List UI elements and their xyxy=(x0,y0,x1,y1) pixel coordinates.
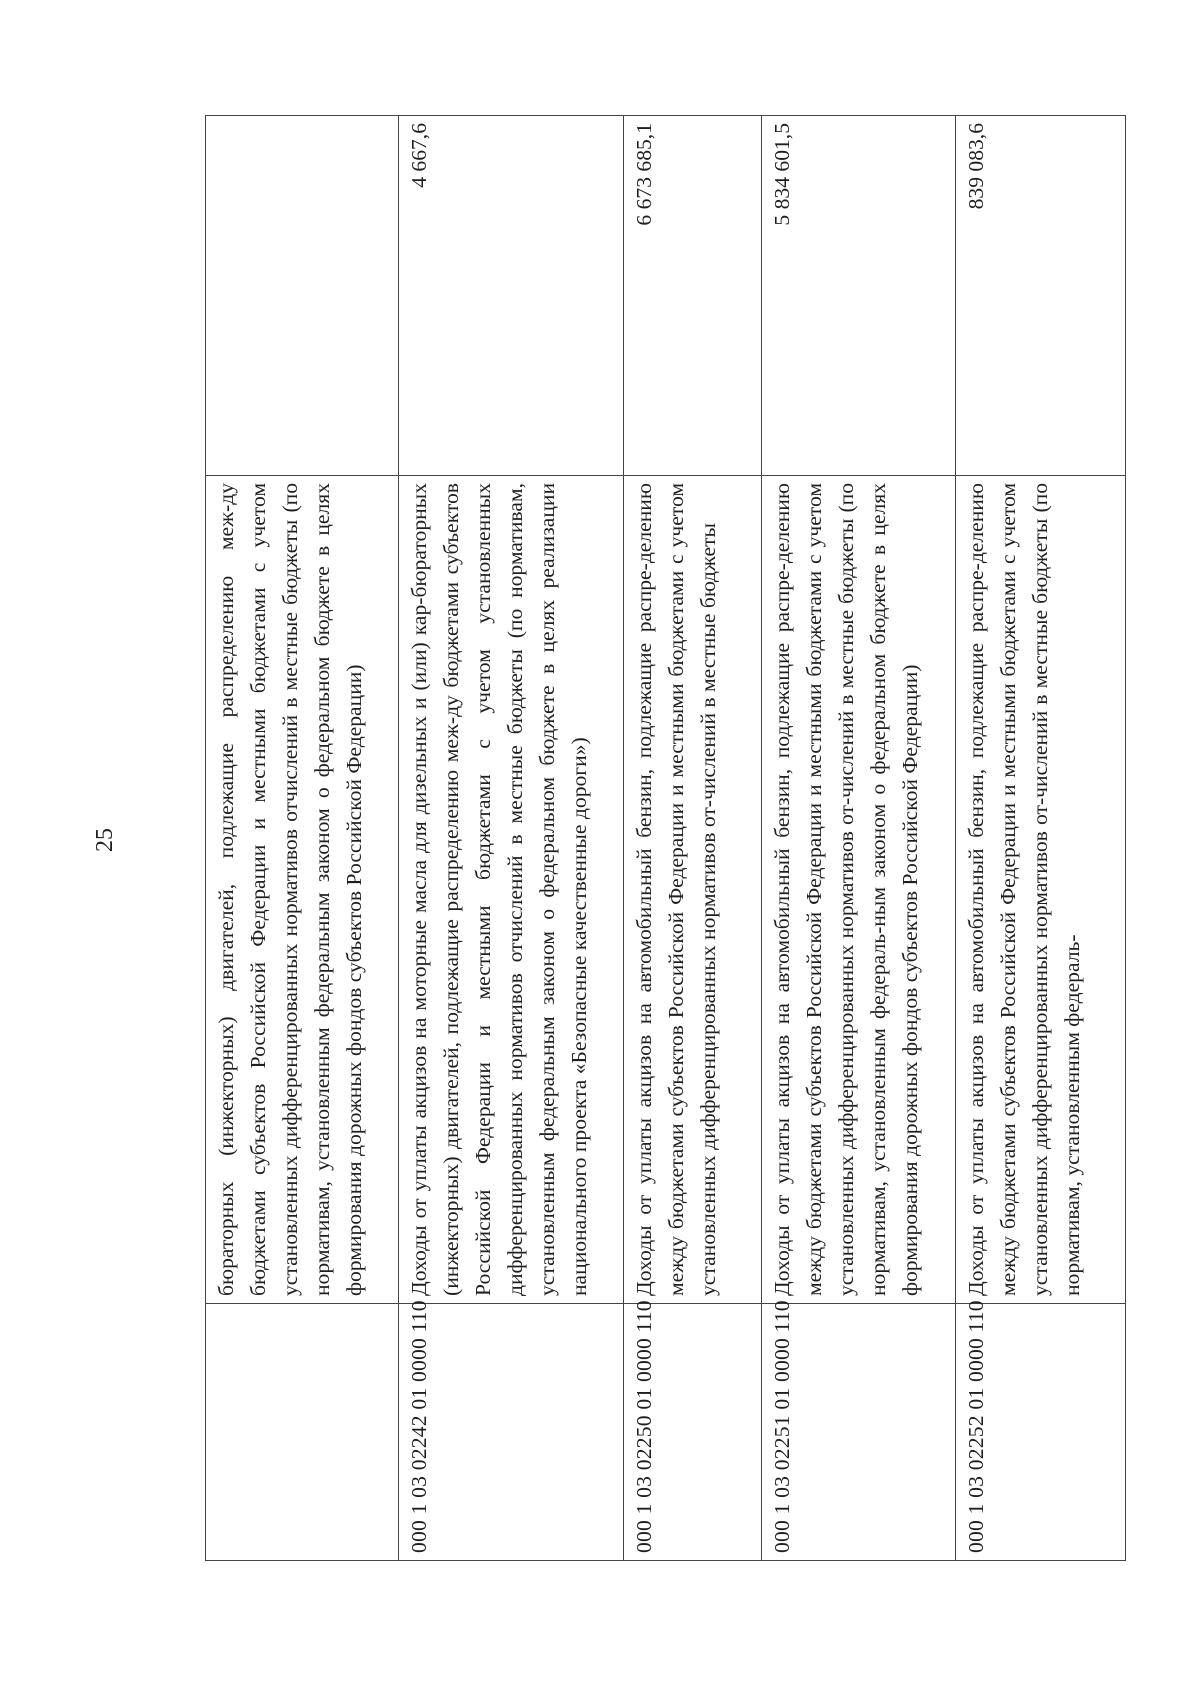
table-row xyxy=(399,116,624,1561)
page-number: 25 xyxy=(92,828,118,852)
revenue-code-cell: 000 1 03 02250 01 0000 110 xyxy=(624,1304,762,1561)
revenue-amount-cell xyxy=(206,116,399,476)
table-row xyxy=(956,116,1126,1561)
table-row xyxy=(206,116,399,1561)
revenue-code-cell: 000 1 03 02252 01 0000 110 xyxy=(956,1304,1126,1561)
revenue-name-cell: Доходы от уплаты акцизов на автомобильный бензин, подлежащие распре-делению между бюджетами субъектов Российской Федерации и местными бюджетами с учетом установленных дифференцированных нормативов от-числений в местные бюджеты (по нормативам, установленным федераль-ным законом о федеральном бюджете в целях формирования дорожных фондов субъектов Российской Федерации) xyxy=(762,476,956,1304)
revenue-amount-cell: 5 834 601,5 xyxy=(762,116,956,476)
revenue-code-cell xyxy=(206,1304,399,1561)
revenue-amount-cell: 6 673 685,1 xyxy=(624,116,762,476)
revenue-amount-cell: 4 667,6 xyxy=(399,116,624,476)
table-row xyxy=(624,116,762,1561)
table-row xyxy=(762,116,956,1561)
revenue-code-cell: 000 1 03 02242 01 0000 110 xyxy=(399,1304,624,1561)
rotated-table-wrapper xyxy=(205,116,1125,1561)
revenue-code-cell: 000 1 03 02251 01 0000 110 xyxy=(762,1304,956,1561)
revenue-name-cell: бюраторных (инжекторных) двигателей, подлежащие распределению меж-ду бюджетами субъектов Российской Федерации и местными бюджетами с учетом установленных дифференцированных нормативов отчислений в местные бюджеты (по нормативам, установленным федеральным законом о федеральном бюджете в целях формирования дорожных фондов субъектов Российской Федерации) xyxy=(206,476,399,1304)
budget-revenue-table xyxy=(205,115,1126,1561)
revenue-name-cell: Доходы от уплаты акцизов на автомобильный бензин, подлежащие распре-делению между бюджетами субъектов Российской Федерации и местными бюджетами с учетом установленных дифференцированных нормативов от-числений в местные бюджеты (по нормативам, установленным федераль- xyxy=(956,476,1126,1304)
revenue-amount-cell: 839 083,6 xyxy=(956,116,1126,476)
revenue-name-cell: Доходы от уплаты акцизов на автомобильный бензин, подлежащие распре-делению между бюджетами субъектов Российской Федерации и местными бюджетами с учетом установленных дифференцированных нормативов от-числений в местные бюджеты xyxy=(624,476,762,1304)
revenue-name-cell: Доходы от уплаты акцизов на моторные масла для дизельных и (или) кар-бюраторных (инжекторных) двигателей, подлежащие распределению меж-ду бюджетами субъектов Российской Федерации и местными бюджетами с учетом установленных дифференцированных нормативов отчислений в местные бюджеты (по нормативам, установленным федеральным законом о федеральном бюджете в целях реализации национального проекта «Безопасные качественные дороги») xyxy=(399,476,624,1304)
